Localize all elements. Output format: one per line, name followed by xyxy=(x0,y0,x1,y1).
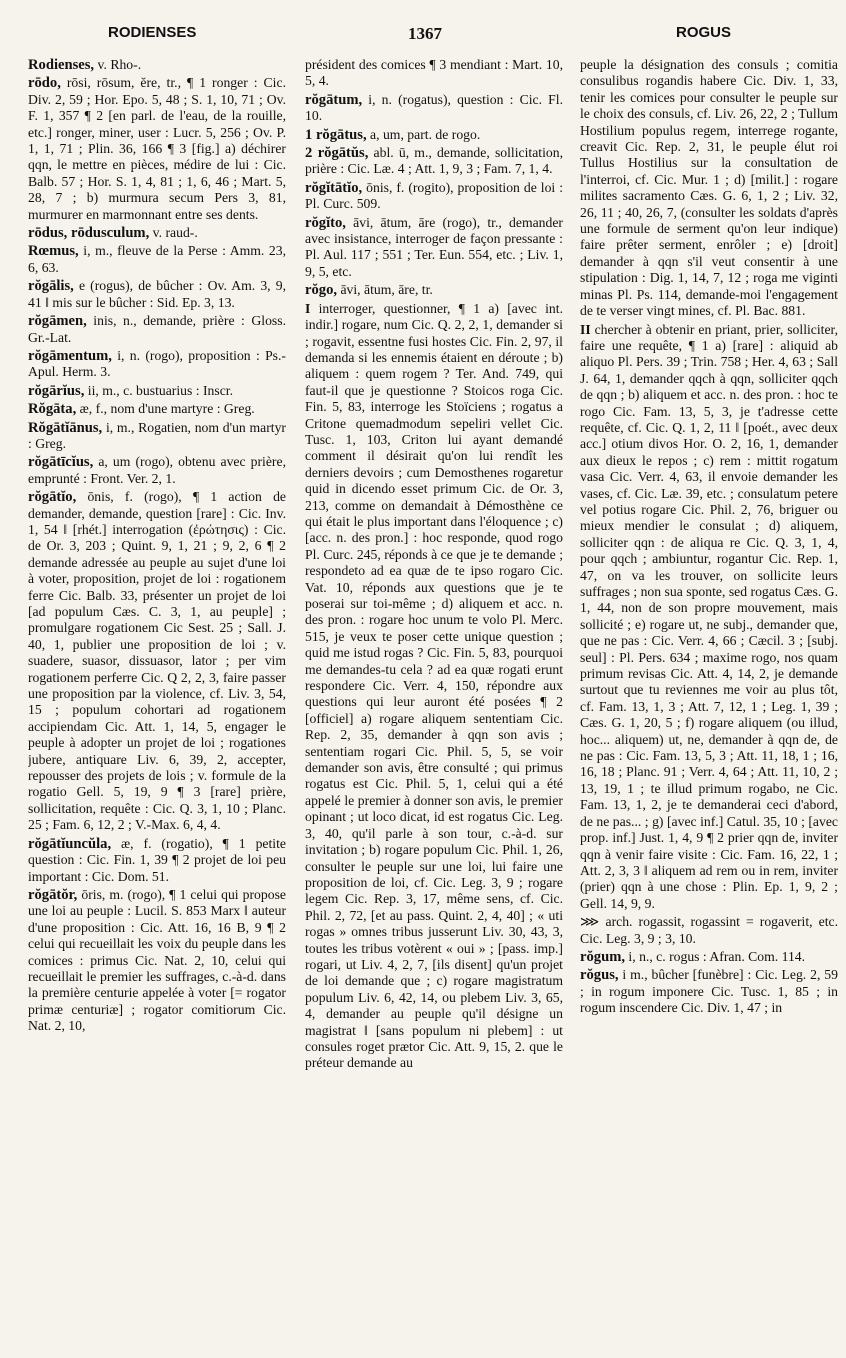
headword: rŏgātīcĭus, xyxy=(28,454,94,471)
sense-numeral: I xyxy=(305,300,311,316)
dictionary-entry xyxy=(305,145,563,178)
dictionary-entry xyxy=(28,836,286,885)
entry-text: i, n. (rogatus), question : Cic. Fl. 10. xyxy=(305,91,563,124)
entry-text: e (rogus), de bûcher : Ov. Am. 3, 9, 41 ‖ mis sur le bûcher : Sid. Ep. 3, 13. xyxy=(28,278,286,310)
column-2 xyxy=(305,57,563,1352)
dictionary-entry xyxy=(28,887,286,1035)
entry-text: ii, m., c. bustuarius : Inscr. xyxy=(84,382,234,398)
dictionary-entry xyxy=(580,914,838,947)
entry-text: āvi, ātum, āre (rogo), tr., demander avec insistance, interroger de façon pressante : Pl. Aul. 117 ; 551 ; Ter. Eun. 554, etc. ; Liv. 1, 9, 5, etc. xyxy=(305,214,563,279)
dictionary-entry xyxy=(305,180,563,213)
dictionary-entry xyxy=(28,57,286,73)
headword: rŏgātum, xyxy=(305,91,363,108)
headword: rŏgāmentum, xyxy=(28,347,112,364)
dictionary-entry xyxy=(305,92,563,125)
entry-text: a, um, part. de rogo. xyxy=(366,126,481,142)
headword: rŏgo, xyxy=(305,282,338,299)
dictionary-entry xyxy=(305,282,563,298)
headword: Rœmus, xyxy=(28,243,79,260)
headword: Rodienses, xyxy=(28,57,95,73)
entry-text: peuple la désignation des consuls ; comitia consulibus rogandis habere Cic. Div. 1, 33, tenir les comices pour consulter le peuple sur le choix des consuls, cf. Liv. 26, 22, 2 ; Tullum Hostilium populus regem, interrege rogante, creavit Cic. Rep. 2, 31, le peuple élut roi Tullus Hostilius sur la consultation de l'interroi, cf. Cic. Mur. 1 ; d) [milit.] : rogare milites sacramento Cæs. G. 6, 1, 2 ; Liv. 32, 26, 11 ; 40, 26, 7, (consulter les soldats d'après une formule de serment qu'on leur indique) faire prêter serment, enrôler ; e) [droit] demander à qqn s'il veut consentir à une stipulation : Dig. 1, 14, 7, 12 ; roga me viginti minas Pl. Ps. 114, demande-moi l'engagement de te verser vingt mines, cf. Pl. Bac. 881. xyxy=(580,57,838,319)
headword: Rŏgāta, xyxy=(28,401,77,418)
headword: rŏgĭtātĭo, xyxy=(305,179,363,196)
headword: rŏgātĭuncŭla, xyxy=(28,835,112,852)
entry-text: inis, n., demande, prière : Gloss. Gr.-Lat. xyxy=(28,313,286,345)
dictionary-entry xyxy=(305,301,563,1072)
headword: rŏgum, xyxy=(580,948,625,965)
sense-numeral: II xyxy=(580,321,591,337)
headword: rŏgātĭo, xyxy=(28,489,77,506)
entry-text: abl. ū, m., demande, sollicitation, prière : Cic. Læ. 4 ; Att. 1, 9, 3 ; Fam. 7, 1, 4. xyxy=(305,145,563,177)
entry-text: ōnis, f. (rogo), ¶ 1 action de demander, demande, question [rare] : Cic. Inv. 1, 54 ‖ [rhét.] interrogation (ἐρώτησις) : Cic. de Or. 3, 203 ; Quint. 9, 1, 21 ; 9, 2, 6 ¶ 2 demande adressée au peuple au sujet d'une loi à voter, proposition, projet de loi : rogationem ferre Cic. Balb. 33, présenter un projet de loi [ad populum Cæs. C. 3, 1, au peuple] ; promulgare rogationem Cic Sest. 25 ; Sall. J. 40, 1, publier une proposition de loi ; v. suadere, suasor, dissuasor, lator ; per vim rogationem perferre Cic. Q 2, 2, 3, faire passer une proposition par la violence, cf. Liv. 3, 54, 15 ; populum cohortari ad rogationem accipiendam Cic. Att. 1, 14, 5, engager le peuple à adopter un projet de loi ; rogationes jubere, antiquare Liv. 6, 39, 2, accepter, repousser des projets de lois ; v. formule de la rogatio Gell. 5, 19, 9 ¶ 3 [rare] prière, sollicitation, requête : Cic. Q. 3, 1, 10 ; Planc. 25 ; Fam. 6, 12, 2 ; V.-Max. 6, 4, 4. xyxy=(28,489,286,833)
headword: rŏgātŏr, xyxy=(28,886,78,903)
entry-text: a, um (rogo), obtenu avec prière, emprunté : Front. Ver. 2, 1. xyxy=(28,454,286,486)
dictionary-entry xyxy=(305,57,563,90)
entry-text: i m., bûcher [funèbre] : Cic. Leg. 2, 59 ; in rogum imponere Cic. Tusc. 1, 85 ; in rogum inscendere Cic. Div. 1, 47 ; in xyxy=(580,967,838,1016)
headword: 1 rŏgātus, xyxy=(305,126,367,143)
dictionary-entry xyxy=(28,401,286,417)
entry-text: i, n., c. rogus : Afran. Com. 114. xyxy=(625,948,806,964)
dictionary-entry xyxy=(28,489,286,834)
headword: rŏgĭto, xyxy=(305,214,346,231)
entry-text: āvi, ātum, āre, tr. xyxy=(337,282,433,298)
headword: Rŏgātĭānus, xyxy=(28,419,103,436)
headword: rŏgus, xyxy=(580,967,619,984)
dictionary-entry xyxy=(28,383,286,399)
entry-text: ⋙ arch. rogassit, rogassint = rogaverit, etc. Cic. Leg. 3, 9 ; 3, 10. xyxy=(580,914,838,946)
dictionary-entry xyxy=(28,348,286,381)
dictionary-entry xyxy=(28,75,286,223)
entry-text: président des comices ¶ 3 mendiant : Mart. 10, 5, 4. xyxy=(305,57,563,89)
headword: rŏgālis, xyxy=(28,278,74,295)
dictionary-entry xyxy=(28,278,286,311)
entry-text: i, m., Rogatien, nom d'un martyr : Greg. xyxy=(28,419,286,451)
running-head-right: ROGUS xyxy=(676,24,732,41)
entry-text: chercher à obtenir en priant, prier, solliciter, faire une requête, ¶ 1 a) [rare] : aliquid ab aliquo Pl. Pers. 39 ; Trin. 758 ; Her. 4, 63 ; Sall J. 64, 1, demander qqch à qqn, solliciter qqch de qqn ; b) aliquem et acc. n. des pron. : hoc te rogo Cic. Fam. 13, 5, 3, je t'adresse cette requête, cf. Cic. Q. 1, 2, 11 ‖ [poét., avec deux acc.] otium divos Hor. O. 2, 16, 1, demander aux dieux le repos ; c) rem : mittit rogatum vasa Cic. Verr. 4, 63, il envoie demander les vases, cf. Cic. Læ. 39, etc. ; consulatum petere vel potius rogare Cic. Phil. 2, 76, briguer ou mieux mendier le consulat ; d) aliquem, solliciter qqn : de aliqua re Cic. Q. 3, 1, 4, pour qqch ; ambiuntur, rogantur Cic. Rep. 1, 47, on va les trouver, on sollicite leurs suffrages ; non sua sponte, sed rogatus Cæs. G. 1, 44, non de son propre mouvement, mais sollicité ; e) rogare ut, ne subj., demander que, que ne pas : Cic. Verr. 4, 66 ; Cæcil. 3 ; [subj. seul] : Pl. Pers. 634 ; maxime rogo, nos quam primum revisas Cic. Att. 4, 14, 2, je demande surtout que tu reviennes me voir au plus tôt, cf. Fam. 13, 1, 3 ; Att. 7, 12, 1 ; Leg. 1, 39 ; Cæs. G. 1, 20, 5 ; f) rogare aliquem (ou illud, hoc... aliquem) ut, ne, demander à qqn de, de ne pas : Cic. Fam. 13, 5, 3 ; Att. 11, 18, 1 ; 16, 16, 18 ; Planc. 91 ; Verr. 4, 64 ; Att. 11, 10, 2 ; 13, 19, 1 ; te illud primum rogabo, ne Cic. Fam. 13, 1, 2, je te demanderai ceci d'abord, de ne pas... ; g) [avec inf.] Catul. 35, 10 ; [avec prop. inf.] Just. 1, 4, 9 ¶ 2 prier qqn de, inviter qqn à venir faire visite : Cic. Fam. 16, 22, 1 ; Att. 2, 3, 3 ‖ aliquem ad rem ou in rem, inviter (prier) qqn à une chose : Plin. Ep. 1, 9, 2 ; Gell. 14, 9, 9. xyxy=(580,321,838,911)
dictionary-entry xyxy=(580,57,838,320)
headword: 2 rŏgātŭs, xyxy=(305,145,369,162)
entry-text: rōsi, rōsum, ĕre, tr., ¶ 1 ronger : Cic. Div. 2, 59 ; Hor. Epo. 5, 48 ; S. 1, 10, 71 ; Ov. F. 1, 357 ¶ 2 [en parl. de l'eau, de la rouille, etc.] ronger, miner, user : Lucr. 5, 256 ; Ov. P. 1, 1, 71 ; Plin. 36, 166 ¶ 3 [fig.] a) déchirer qqn, le mettre en pièces, médire de lui : Cic. Balb. 57 ; Hor. S. 1, 4, 81 ; 1, 6, 46 ; Mart. 5, 28, 7 ; b) murmura secum Pers 3, 81, murmurer en marmonnant entre ses dents. xyxy=(28,75,286,222)
column-3 xyxy=(580,57,838,1352)
running-head-left: RODIENSES xyxy=(108,24,197,41)
headword: rōdo, xyxy=(28,75,61,92)
entry-text: æ, f. (rogatio), ¶ 1 petite question : Cic. Fin. 1, 39 ¶ 2 projet de loi peu important : Cic. Dom. 51. xyxy=(28,835,286,884)
dictionary-entry xyxy=(580,967,838,1016)
entry-text: æ, f., nom d'une martyre : Greg. xyxy=(76,401,255,417)
entry-text: interroger, questionner, ¶ 1 a) [avec int. indir.] rogare, num Cic. Q. 2, 2, 1, demander si ; rogavit, essentne fusi hostes Cic. Fin. 2, 97, il demanda si les ennemis étaient en déroute ; b) aliquem : quem rogem ? Ter. And. 749, qui faut-il que je questionne ? Stoicos roga Cic. Fin. 5, 83, interroge les Stoïciens ; rogatus a Critone quemadmodum sepeliri vellet Cic. Tusc. 1, 103, Criton lui ayant demandé comment il désirait qu'on lui rendît les derniers devoirs ; cum Demosthenes rogaretur quid in dicendo esset primum Cic. de Or. 3, 213, comme on demandait à Démosthène ce qui était le plus important dans l'éloquence ; c) [acc. n. des pron.] : hoc responde, quod rogo Pl. Curc. 245, réponds à ce que je te demande ; respondeto ad ea quæ de te ipso rogaro Cic. Vat. 10, réponds aux questions que je te poserai sur toi-même ; d) aliquem et acc. n. des pron. : rogare hoc unum te volo Pl. Merc. 515, je veux te poser cette unique question ; quid me istud rogas ? Cic. Fin. 5, 83, pourquoi me demandes-tu cela ? ad ea quæ rogati erunt respondere Cic. Verr. 4, 150, répondre aux questions qui leur auront été posées ¶ 2 [officiel] a) rogare aliquem sententiam Cic. Rep. 2, 35, demander à qqn son avis ; sententiam rogari Cic. Phil. 5, 5, se voir demander son avis, être consulté ; qui primus rogatus est Cic. Phil. 5, 1, celui qui a été appelé le premier à donner son avis, le premier opinant ; ut loco dicat, id est rogatus Cic. Leg. 3, 40, qu'il parle à son tour, c.-à-d. sur invitation ; b) rogare populum Cic. Phil. 1, 26, consulter le peuple sur une loi, lui faire une proposition de loi, cf. Cic. Leg. 3, 9 ; rogare legem Cic. Rep. 3, 17, même sens, cf. Cic. Phil. 2, 72, [et au pass. Quint. 2, 4, 40] ; « uti rogas » omnes tribus jusserunt Liv. 30, 43, 3, toutes les tribus votèrent « oui » ; [pass. imp.] rogari, ut Liv. 4, 2, 7, [ils disent] qu'un projet de loi demande que ; c) rogare magistratum populum Liv. 6, 42, 14, ou plebem Liv. 3, 65, 4, demander au peuple qu'il désigne un magistrat ‖ [sans populum ni plebem] : ut consules roget prætor Cic. Att. 9, 15, 2. que le préteur demande au xyxy=(305,300,563,1071)
dictionary-entry xyxy=(580,322,838,913)
headword: rŏgāmen, xyxy=(28,313,87,330)
headword: rŏgārĭus, xyxy=(28,382,85,399)
dictionary-entry xyxy=(28,313,286,346)
page-number: 1367 xyxy=(408,24,442,43)
entry-text: ōnis, f. (rogito), proposition de loi : Pl. Curc. 509. xyxy=(305,179,563,212)
entry-text: ōris, m. (rogo), ¶ 1 celui qui propose une loi au peuple : Lucil. S. 853 Marx ‖ auteur d'une proposition : Cic. Att. 16, 16 B, 9 ¶ 2 celui qui recueillait les voix du peuple dans les comices : primus Cic. Nat. 2, 10, celui qui recueillait le premier les suffrages, c.-à-d. dans la première centurie appelée à voter [= rogator primæ centuriæ] ; rogator comitiorum Cic. Nat. 2, 10, xyxy=(28,886,286,1034)
dictionary-entry xyxy=(28,225,286,241)
entry-text: v. raud-. xyxy=(149,225,198,241)
column-1 xyxy=(28,57,286,1352)
entry-text: i, m., fleuve de la Perse : Amm. 23, 6, 63. xyxy=(28,243,286,275)
entry-text: i, n. (rogo), proposition : Ps.-Apul. Herm. 3. xyxy=(28,347,286,380)
dictionary-entry xyxy=(28,454,286,487)
dictionary-entry xyxy=(580,949,838,965)
headword: rōdus, rōdusculum, xyxy=(28,225,150,242)
dictionary-entry xyxy=(305,127,563,143)
dictionary-entry xyxy=(28,420,286,453)
dictionary-entry xyxy=(305,215,563,281)
entry-text: v. Rho-. xyxy=(94,57,142,72)
dictionary-entry xyxy=(28,243,286,276)
running-head xyxy=(0,24,846,44)
